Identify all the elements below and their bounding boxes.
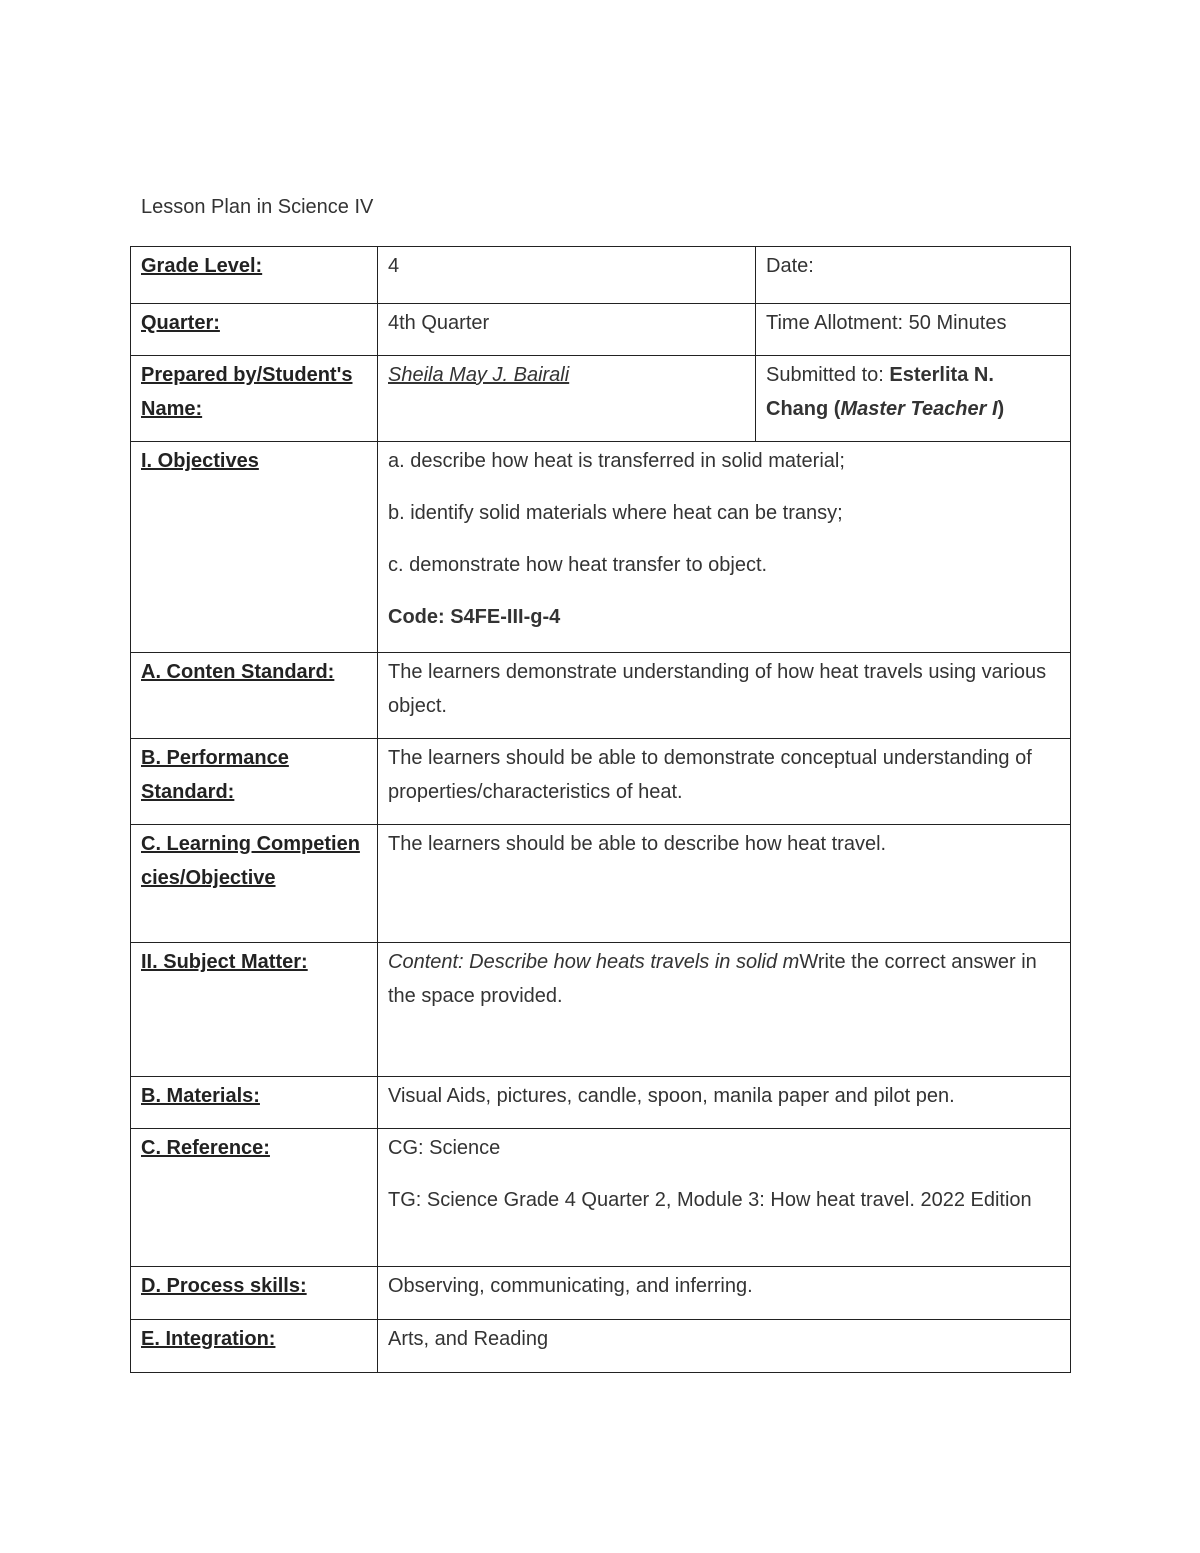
row-reference: [131, 1129, 1071, 1267]
subject-matter-value: [378, 943, 1071, 1077]
row-learning-competencies: [131, 825, 1071, 943]
objective-code: Code: S4FE-III-g-4: [388, 606, 561, 628]
objective-c: c. demonstrate how heat transfer to object.: [388, 554, 768, 576]
submitted-to-name: Esterlita N. Chang (: [766, 364, 994, 420]
integration-label: E. Integration:: [131, 1320, 378, 1373]
row-process-skills: [131, 1267, 1071, 1320]
learning-competencies-label: C. Learning Competiencies/Objective: [131, 825, 378, 943]
row-grade-level: [131, 247, 1071, 304]
objectives-content: [378, 442, 1071, 653]
content-standard-label: A. Conten Standard:: [131, 653, 378, 739]
materials-value: Visual Aids, pictures, candle, spoon, manila paper and pilot pen.: [378, 1077, 1071, 1129]
student-name: Sheila May J. Bairali: [378, 356, 756, 442]
grade-level-value: 4: [378, 247, 756, 304]
row-performance-standard: [131, 739, 1071, 825]
objective-a: a. describe how heat is transferred in solid material;: [388, 450, 845, 472]
time-allotment: Time Allotment: 50 Minutes: [756, 304, 1071, 356]
date-label: Date:: [756, 247, 1071, 304]
subject-matter-instruction: Write the correct answer in the space provided.: [388, 951, 1037, 1007]
objective-b: b. identify solid materials where heat can be transy;: [388, 502, 843, 524]
row-content-standard: [131, 653, 1071, 739]
lesson-plan-table: [130, 246, 1071, 1373]
reference-tg: TG: Science Grade 4 Quarter 2, Module 3: How heat travel. 2022 Edition: [388, 1189, 1032, 1211]
row-objectives: [131, 442, 1071, 653]
process-skills-value: Observing, communicating, and inferring.: [378, 1267, 1071, 1320]
quarter-value: 4th Quarter: [378, 304, 756, 356]
subject-matter-label: II. Subject Matter:: [131, 943, 378, 1077]
row-prepared-by: [131, 356, 1071, 442]
prepared-by-label: Prepared by/Student's Name:: [131, 356, 378, 442]
quarter-label: Quarter:: [131, 304, 378, 356]
row-integration: [131, 1320, 1071, 1373]
content-standard-value: The learners demonstrate understanding of how heat travels using various object.: [378, 653, 1071, 739]
reference-label: C. Reference:: [131, 1129, 378, 1267]
performance-standard-label: B. Performance Standard:: [131, 739, 378, 825]
document-title: Lesson Plan in Science IV: [141, 196, 374, 218]
row-quarter: [131, 304, 1071, 356]
integration-value: Arts, and Reading: [378, 1320, 1071, 1373]
reference-value: [378, 1129, 1071, 1267]
reference-cg: CG: Science: [388, 1137, 501, 1159]
process-skills-label: D. Process skills:: [131, 1267, 378, 1320]
grade-level-label: Grade Level:: [131, 247, 378, 304]
row-subject-matter: [131, 943, 1071, 1077]
submitted-to: [756, 356, 1071, 442]
subject-matter-content: Content: Describe how heats travels in solid m: [388, 951, 800, 973]
submitted-to-role: Master Teacher I: [840, 398, 998, 420]
learning-competencies-value: The learners should be able to describe how heat travel.: [378, 825, 1071, 943]
submitted-to-close: ): [997, 398, 1005, 420]
submitted-to-prefix: Submitted to:: [766, 364, 890, 386]
performance-standard-value: The learners should be able to demonstrate conceptual understanding of properties/characteristics of heat.: [378, 739, 1071, 825]
row-materials: [131, 1077, 1071, 1129]
materials-label: B. Materials:: [131, 1077, 378, 1129]
objectives-label: I. Objectives: [131, 442, 378, 653]
